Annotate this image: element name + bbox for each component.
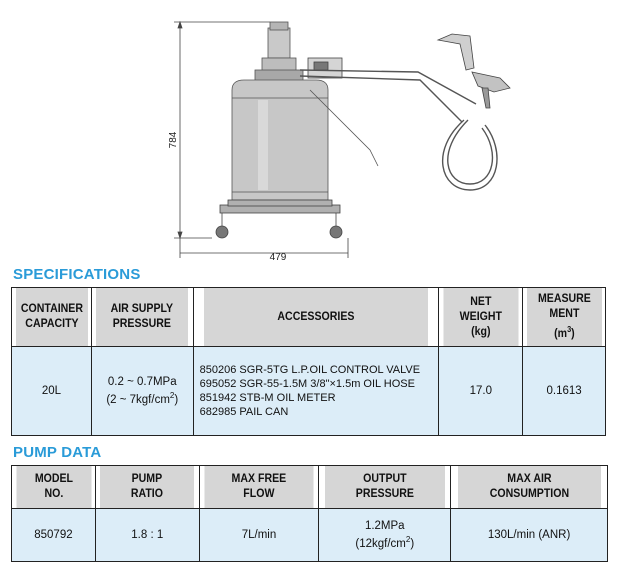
pump-ratio-header: PUMP RATIO: [100, 466, 195, 509]
max-free-flow-header: MAX FREE FLOW: [204, 466, 314, 509]
pump-header-row: [12, 466, 608, 509]
product-drawing: [0, 0, 618, 262]
width-dimension-label: 479: [269, 252, 287, 262]
specifications-title: SPECIFICATIONS: [13, 266, 141, 283]
accessory-item: 682985 PAIL CAN: [199, 406, 289, 418]
accessories-value: [193, 347, 439, 436]
hose-graphic: [300, 70, 497, 190]
model-no-value: 850792: [12, 509, 96, 562]
pump-data-row: [12, 509, 608, 562]
spec-header-row: [12, 288, 606, 347]
spec-data-row: [12, 347, 606, 436]
accessory-item: 695052 SGR-55-1.5M 3/8"×1.5m OIL HOSE: [199, 378, 415, 390]
pump-data-title: PUMP DATA: [13, 444, 102, 461]
accessory-item: 851942 STB-M OIL METER: [199, 392, 336, 404]
model-no-header: MODEL NO.: [15, 466, 92, 509]
max-free-flow-value: 7L/min: [199, 509, 319, 562]
output-pressure-header: OUTPUT PRESSURE: [324, 466, 445, 509]
net-weight-header: NET WEIGHT (kg): [442, 288, 519, 347]
oil-meter-gun-graphic: [438, 34, 510, 108]
air-supply-pressure-value: 0.2 ~ 0.7MPa (2 ~ $7kgf/cm^2$): [91, 347, 193, 436]
height-dimension-label: 784: [168, 131, 179, 149]
max-air-consumption-header: MAX AIR CONSUMPTION: [457, 466, 601, 509]
output-pressure-value: 1.2MPa $(12kgf/cm^2)$: [319, 509, 451, 562]
pump-ratio-value: 1.8 : 1: [95, 509, 199, 562]
control-valve-graphic: [308, 58, 342, 78]
air-supply-pressure-header: AIR SUPPLY PRESSURE: [95, 288, 189, 347]
trolley-graphic: [216, 200, 342, 238]
container-capacity-value: 20L: [12, 347, 92, 436]
measurement-value: 0.1613: [523, 347, 606, 436]
container-capacity-header: CONTAINER CAPACITY: [15, 288, 89, 347]
specifications-table: [11, 287, 606, 436]
container-graphic: [232, 80, 328, 200]
accessories-header: ACCESSORIES: [203, 288, 429, 347]
measurement-header: MEASURE MENT $(m^3)$: [526, 288, 602, 347]
pump-data-table: [11, 465, 608, 562]
pump-head-graphic: [255, 22, 303, 82]
net-weight-value: 17.0: [439, 347, 523, 436]
max-air-consumption-value: 130L/min (ANR): [451, 509, 608, 562]
accessory-item: 850206 SGR-5TG L.P.OIL CONTROL VALVE: [199, 364, 421, 376]
